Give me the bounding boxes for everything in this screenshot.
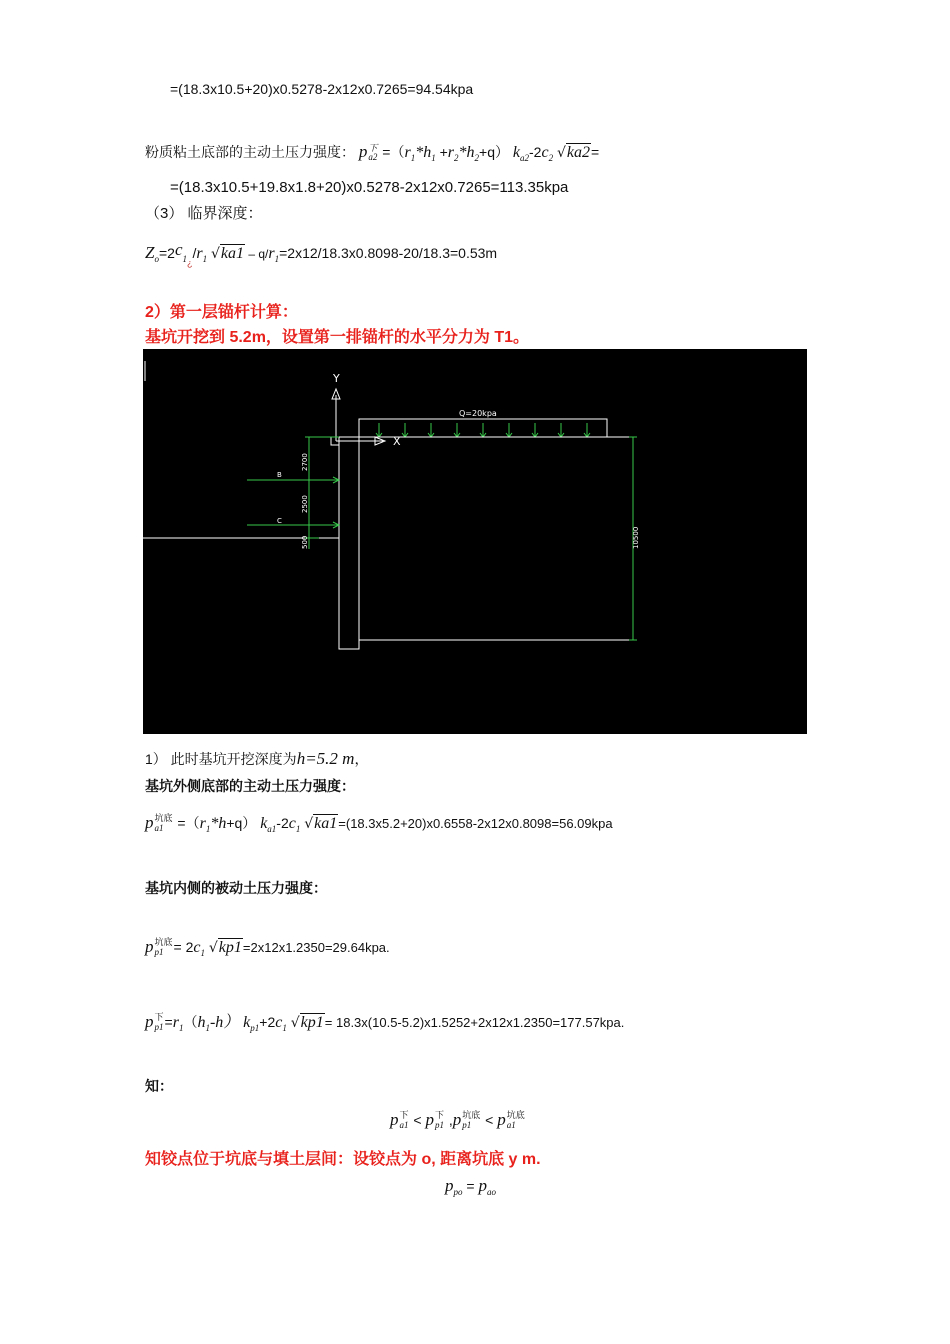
minus-q: – q/ [245,247,269,261]
calc-text: = 18.3x(10.5-5.2)x1.5252+2x12x1.2350=177.57kpa. [324,1015,625,1030]
anchor-c-label: C [277,517,282,525]
sup-sub-stack: 下 a1 [399,1111,409,1131]
cad-diagram [143,349,807,734]
sup-sub-stack: 下 p1 [434,1111,444,1131]
sub-c1: 1 [182,254,187,264]
slash: / [192,245,197,261]
formula-line-pa2 [145,142,599,168]
excavation-depth-line [145,749,368,769]
radicand: ka1 [314,815,338,832]
eq-open: =（ [173,815,200,831]
sub-h1: 1 [431,153,436,163]
sup-sub-stack: 坑底 a1 [154,814,173,834]
heading-text: 知铰点位于坑底与填土层间：设铰点为 o, 距离坑底 y m. [145,1151,541,1168]
eq-two: = 2 [173,939,194,955]
minus-h: -h） [209,1014,240,1031]
anchor-b-label: B [277,471,282,479]
equals: = [590,144,600,160]
less-than: < [409,1112,426,1128]
error-mark: ¿ [186,258,193,268]
hinge-equation [445,1176,496,1202]
depth-math: h=5.2 m [296,749,355,768]
comma: ， [354,751,369,767]
comma: , [445,1112,453,1128]
symbol-c: c [193,939,201,956]
load-label: Q=20kpa [459,409,497,418]
sqrt-sign: √ [208,940,218,956]
depth-text: 1） 此时基坑开挖深度为 [145,751,297,767]
symbol-h1: h [197,1014,206,1031]
sub-r2: 2 [454,153,459,163]
sup-sub-stack: 坑底 a1 [506,1111,525,1131]
sqrt-sign: √ [290,1015,300,1031]
calc-text: =(18.3x10.5+19.8x1.8+20)x0.5278-2x12x0.7265=113.35kpa [170,179,569,196]
open-paren: （ [183,1014,198,1030]
symbol-p: p [145,1012,154,1031]
dim-total-label: 10500 [632,526,640,549]
sub-po: po [453,1187,463,1197]
label-silty-clay: 粉质粘土底部的主动土压力强度： [145,144,355,160]
sub-r1b: 1 [274,254,280,264]
sub-r1: 1 [205,824,211,834]
y-axis-label: Y [333,372,340,385]
sub-r1: 1 [178,1023,184,1033]
label-text: 基坑内侧的被动土压力强度： [145,880,327,896]
sub-c: 1 [282,1023,287,1033]
symbol-r1: r [404,144,411,161]
symbol-r1b: r [268,245,275,262]
calc-text: =(18.3x10.5+20)x0.5278-2x12x0.7265=94.54kpa [170,81,474,97]
symbol-p: p [390,1110,399,1129]
sup-sub-stack: 下 p1 [154,1013,164,1033]
radicand: kp1 [218,939,242,956]
calc-text: =2x12/18.3x0.8098-20/18.3=0.53m [279,245,498,261]
sub-c: 2 [548,153,554,163]
label-known [145,1076,173,1096]
sub-c: 1 [295,824,301,834]
eq-open: =（ [382,144,405,160]
symbol-k: k [243,1014,251,1031]
symbol-p: p [358,142,368,161]
dim-2500: 2500 [301,495,309,513]
calc-line-3 [170,178,568,198]
label-text: 知： [145,1078,173,1094]
heading-hinge-point [145,1150,541,1170]
symbol-h2: *h [458,144,475,161]
sub-r1: 1 [410,153,416,163]
heading-text: 2）第一层锚杆计算： [145,304,298,321]
symbol-k: k [512,144,520,161]
plus-q: +q） [479,144,509,160]
symbol-p: p [445,1176,454,1195]
dim-2700: 2700 [301,453,309,471]
equals: = [462,1178,479,1194]
radicand: kp1 [300,1014,324,1031]
sub-c: 1 [200,948,205,958]
sub-k: p1 [250,1023,260,1033]
symbol-k: k [260,815,268,832]
symbol-p: p [145,937,154,956]
symbol-c: c [288,815,296,832]
load-arrows [376,423,590,437]
sub-k: a1 [267,824,277,834]
sup-sub-stack: 下 a2 [368,143,378,163]
plus: + [435,144,448,160]
sub-h1: 1 [205,1023,210,1033]
minus-two: -2 [529,144,542,160]
radicand: ka2 [566,144,590,161]
calc-line-1 [170,79,473,99]
sub-ao: ao [486,1187,496,1197]
sqrt-sign: √ [556,145,566,161]
symbol-r1: r [199,815,206,832]
formula-line-pp1 [145,937,390,963]
symbol-h1: *h [415,144,432,161]
label-passive-pressure [145,878,327,898]
eq-two: =2 [158,245,175,261]
dim-500: 500 [301,535,309,549]
inequality-line [390,1110,526,1130]
minus-two: -2 [276,815,289,831]
symbol-p: p [425,1110,434,1129]
calc-text: =(18.3x5.2+20)x0.6558-2x12x0.8098=56.09kpa [338,816,613,831]
label-text: 基坑外侧底部的主动土压力强度： [145,778,355,794]
symbol-p: p [478,1176,487,1195]
symbol-p: p [145,813,154,832]
symbol-r1: r [172,1014,179,1031]
sqrt-sign: √ [304,816,314,832]
symbol-c1: c [174,240,183,259]
sub-k: a2 [520,153,529,163]
plus-q: +q） [226,815,257,831]
formula-line-pp1-lower [145,1012,624,1038]
formula-line-z0 [145,240,497,273]
symbol-c: c [275,1014,283,1031]
sub-z: o [154,254,159,264]
calc-text: =2x12x1.2350=29.64kpa. [242,940,390,955]
radicand: ka1 [220,245,245,262]
symbol-h: *h [210,815,227,832]
heading-first-anchor-sub [145,328,529,348]
sup-sub-stack: 坑底 p1 [462,1111,481,1131]
cad-drawing [143,349,807,734]
retaining-wall [339,437,359,649]
heading-first-anchor [145,303,298,323]
symbol-z: Z [145,243,155,262]
sup-sub-stack: 坑底 p1 [154,938,173,958]
heading-sub-text: 基坑开挖到 5.2m，设置第一排锚杆的水平分力为 T1。 [145,329,530,346]
symbol-c: c [541,144,549,161]
sub-r1: 1 [202,254,208,264]
heading-text: （3） 临界深度： [145,205,263,222]
sub-h2: 2 [474,153,480,163]
sqrt-sign: √ [211,246,220,262]
symbol-p: p [452,1110,462,1129]
equals: = [164,1014,173,1030]
symbol-p: p [497,1110,506,1129]
symbol-r2: r [447,144,455,161]
plus-two: +2 [259,1014,276,1030]
formula-line-pa1 [145,813,613,839]
label-active-pressure [145,776,355,796]
symbol-r1: r [196,245,203,262]
section-critical-depth [145,204,263,224]
x-axis-label: X [393,435,401,448]
less-than: < [481,1112,498,1128]
